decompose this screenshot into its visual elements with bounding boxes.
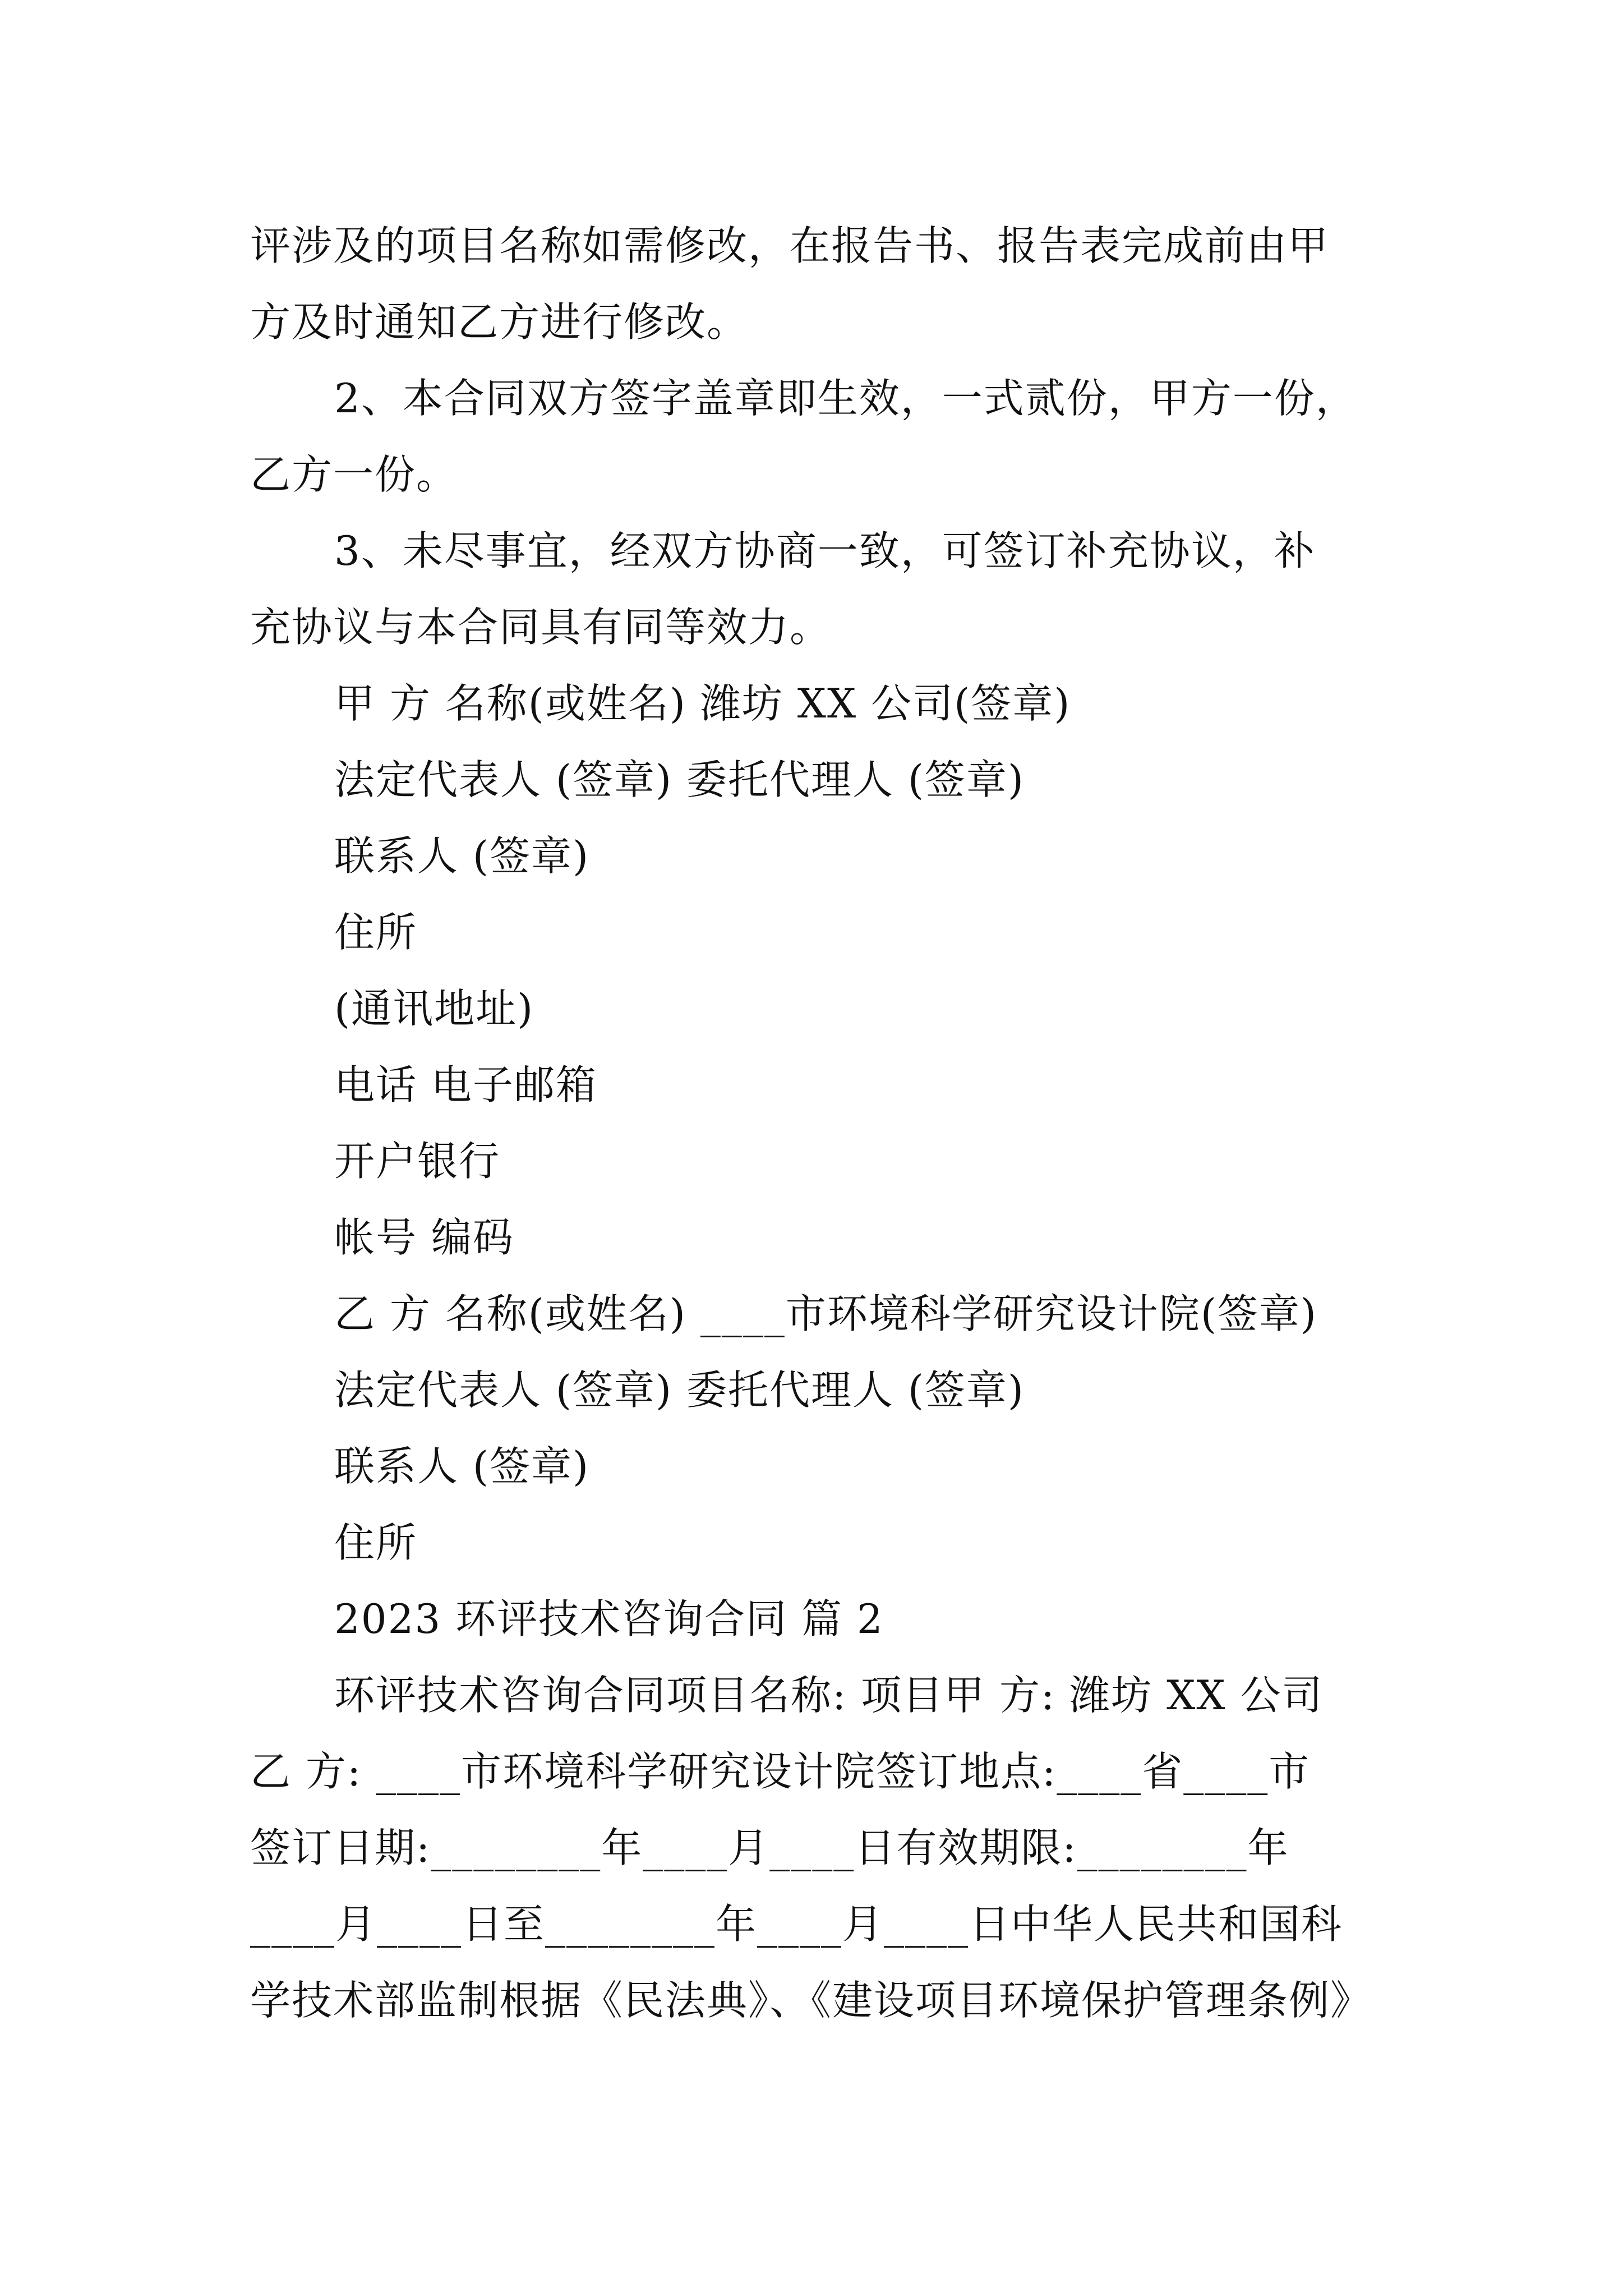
party-b-address: 住所 [334,1519,418,1566]
party-a-representative: 法定代表人 (签章) 委托代理人 (签章) [334,756,1025,803]
paragraph-line: 充协议与本合同具有同等效力。 [250,604,832,651]
party-a-mailing-address: (通讯地址) [334,985,534,1032]
document-body [250,208,1394,2039]
paragraph-line: 评涉及的项目名称如需修改，在报告书、报告表完成前由甲 [250,222,1330,269]
paragraph-line: ____月____日至________年____月____日中华人民共和国科 [250,1901,1343,1948]
clause-2-line: 2、本合同双方签字盖章即生效，一式贰份，甲方一份， [334,375,1357,422]
party-a-contact: 联系人 (签章) [334,832,590,880]
party-a-address: 住所 [334,909,418,956]
party-a-name: 甲 方 名称(或姓名) 潍坊 XX 公司(签章) [334,680,1071,727]
section-heading: 2023 环评技术咨询合同 篇 2 [334,1595,884,1642]
party-a-account: 帐号 编码 [334,1214,514,1261]
paragraph-line: 乙方一份。 [250,451,458,498]
clause-3-line: 3、未尽事宜，经双方协商一致，可签订补充协议，补 [334,527,1316,574]
party-b-name: 乙 方 名称(或姓名) ____市环境科学研究设计院(签章) [334,1290,1318,1337]
party-b-contact: 联系人 (签章) [334,1443,590,1490]
party-b-representative: 法定代表人 (签章) 委托代理人 (签章) [334,1366,1025,1414]
paragraph-line: 签订日期:________年____月____日有效期限:________年 [250,1824,1289,1871]
paragraph-line: 学技术部监制根据《民法典》、《建设项目环境保护管理条例》 [250,1977,1372,2024]
paragraph-line: 方及时通知乙方进行修改。 [250,298,749,346]
party-a-bank: 开户银行 [334,1138,501,1185]
paragraph-line: 环评技术咨询合同项目名称: 项目甲 方: 潍坊 XX 公司 [334,1672,1324,1719]
paragraph-line: 乙 方: ____市环境科学研究设计院签订地点:____省____市 [250,1748,1311,1795]
party-a-phone-email: 电话 电子邮箱 [334,1061,597,1108]
